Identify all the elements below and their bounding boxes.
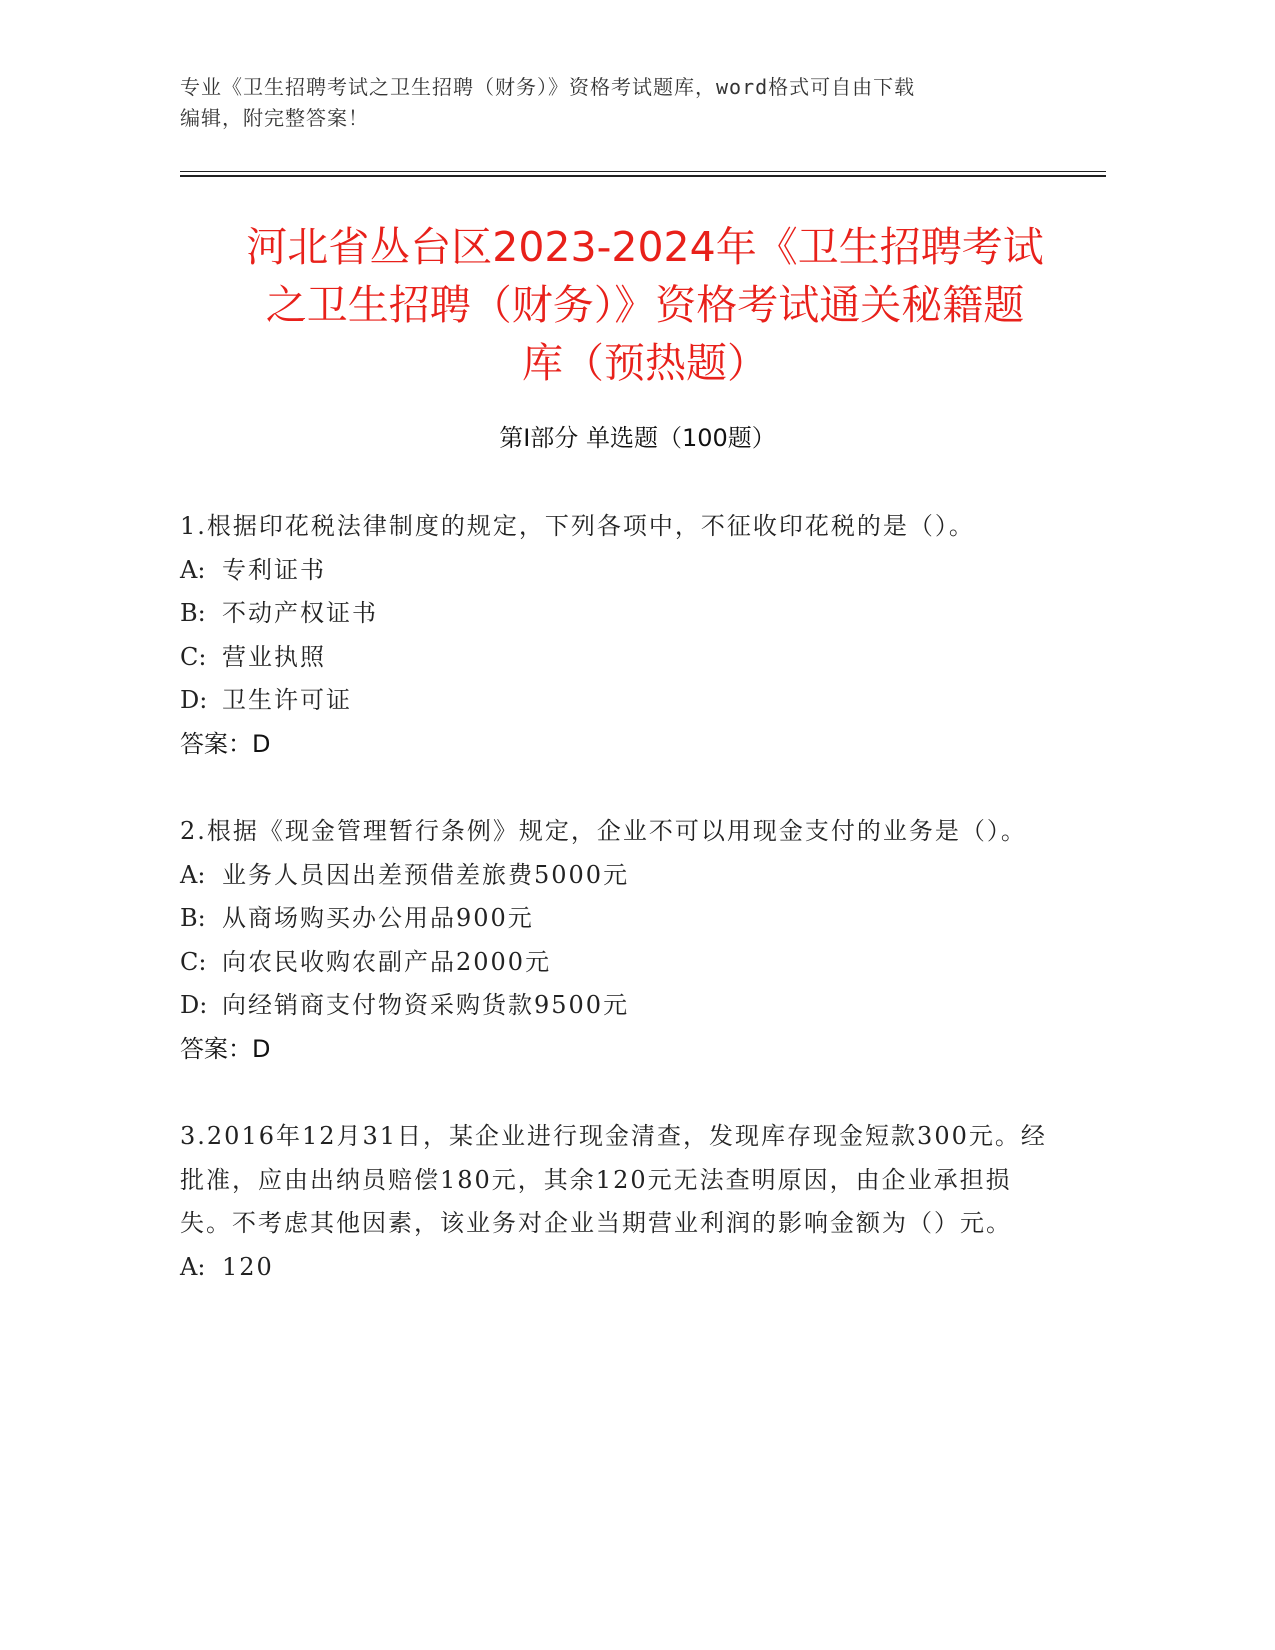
header-divider-thin xyxy=(180,171,1106,172)
option-text: 专利证书 xyxy=(222,555,326,584)
question-item xyxy=(180,1115,1060,1289)
question-item xyxy=(180,505,1060,766)
header-line: 专业《卫生招聘考试之卫生招聘（财务）》资格考试题库，word格式可自由下载 xyxy=(180,75,916,99)
option-c xyxy=(180,636,1060,680)
option-d xyxy=(180,984,1060,1028)
option-a xyxy=(180,854,1060,898)
question-stem: 3.2016年12月31日，某企业进行现金清查，发现库存现金短款300元。经批准，应由出纳员赔偿180元，其余120元无法查明原因，由企业承担损失。不考虑其他因素，该业务对企业当期营业利润的影响金额为（）元。 xyxy=(180,1122,1047,1237)
option-letter: B: xyxy=(180,904,206,932)
option-text: 营业执照 xyxy=(222,642,326,671)
question-item xyxy=(180,810,1060,1071)
option-text: 向经销商支付物资采购货款9500元 xyxy=(222,991,630,1019)
question-list xyxy=(180,505,1060,1333)
question-stem: 2.根据《现金管理暂行条例》规定，企业不可以用现金支付的业务是（）。 xyxy=(180,817,1027,845)
option-b xyxy=(180,897,1060,941)
option-text: 从商场购买办公用品900元 xyxy=(222,904,534,932)
option-letter: B: xyxy=(180,599,206,627)
option-text: 业务人员因出差预借差旅费5000元 xyxy=(222,860,630,889)
answer-line: 答案：D xyxy=(180,729,271,758)
question-stem: 1.根据印花税法律制度的规定，下列各项中，不征收印花税的是（）。 xyxy=(180,512,975,540)
option-b xyxy=(180,592,1060,636)
option-text: 120 xyxy=(222,1252,274,1281)
title-line: 库（预热题） xyxy=(522,339,768,387)
option-text: 向农民收购农副产品2000元 xyxy=(222,947,552,976)
option-a xyxy=(180,549,1060,593)
option-letter: C: xyxy=(180,642,207,671)
option-letter: A: xyxy=(180,555,206,584)
option-letter: A: xyxy=(180,860,206,889)
option-a xyxy=(180,1246,1060,1290)
title-line: 河北省丛台区2023-2024年《卫生招聘考试 xyxy=(246,223,1044,271)
option-text: 卫生许可证 xyxy=(222,686,352,714)
option-letter: D: xyxy=(180,991,208,1019)
option-letter: D: xyxy=(180,686,208,714)
option-c xyxy=(180,941,1060,985)
page-header xyxy=(180,72,1040,134)
header-line: 编辑，附完整答案！ xyxy=(180,106,369,130)
option-letter: C: xyxy=(180,947,207,976)
document-title xyxy=(150,218,1140,392)
header-divider-thick xyxy=(180,175,1106,177)
option-d xyxy=(180,679,1060,723)
option-text: 不动产权证书 xyxy=(222,599,378,627)
option-letter: A: xyxy=(180,1252,206,1281)
answer-line: 答案：D xyxy=(180,1034,271,1063)
section-heading: 第Ⅰ部分 单选题（100题） xyxy=(499,424,776,452)
title-line: 之卫生招聘（财务）》资格考试通关秘籍题 xyxy=(265,281,1025,329)
